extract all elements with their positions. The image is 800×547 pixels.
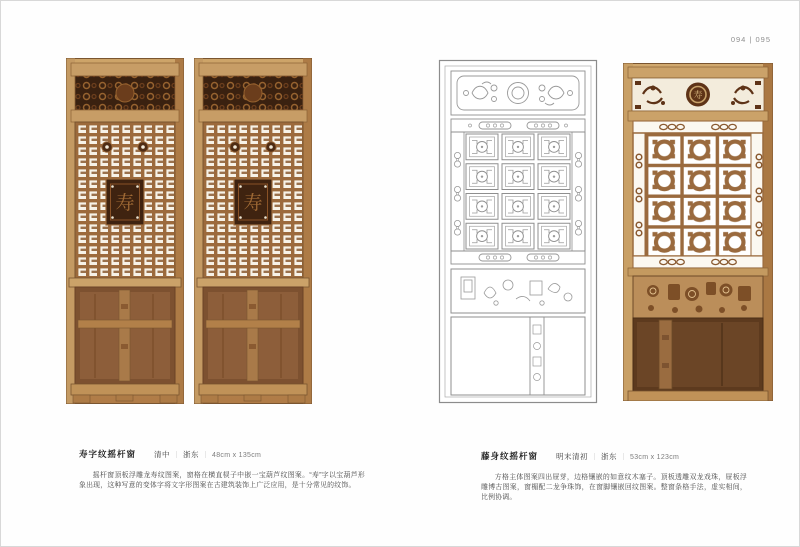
caption-size: 53cm x 123cm	[630, 454, 680, 461]
left-photo-panel-2	[194, 58, 312, 409]
caption-title: 寿字纹摇杆窗	[79, 449, 137, 459]
caption-period: 明末清初	[556, 452, 589, 461]
caption-size: 48cm x 135cm	[212, 452, 262, 459]
caption-body: 摇杆窗顶板浮雕龙寿纹图案，窗格在横直棂子中嵌一宝葫芦纹图案。“寿”字以宝葫芦形象出现，这种写意的变体字将文字形图案在古建筑装饰上广泛应用，是十分常见的纹饰。	[79, 472, 365, 489]
caption-period: 清中	[154, 450, 171, 459]
page-folio: 094 | 095	[730, 35, 771, 44]
caption-separator: ｜	[591, 454, 599, 461]
caption-region: 浙东	[601, 452, 618, 461]
left-photo-panel-1	[66, 58, 184, 409]
left-caption	[79, 444, 365, 491]
caption-region: 浙东	[183, 450, 200, 459]
right-photo-panel	[623, 63, 773, 406]
right-caption-title-row	[481, 446, 747, 464]
right-caption	[481, 446, 747, 503]
caption-separator: ｜	[173, 452, 181, 459]
caption-title: 藤身纹摇杆窗	[481, 451, 539, 461]
caption-separator: ｜	[202, 452, 210, 459]
left-caption-title-row	[79, 444, 365, 462]
line-drawing-panel	[438, 59, 598, 409]
caption-separator: ｜	[620, 454, 628, 461]
caption-body: 方格主体图案四出屉芽，边格镶嵌的如意纹木塞子。顶板透雕双龙戏珠，屉板浮雕博古图案，窗楣配二龙争珠饰，在窗脚镶嵌回纹图案。整窗条格手法，虚实相间，比例协调。	[481, 474, 747, 501]
